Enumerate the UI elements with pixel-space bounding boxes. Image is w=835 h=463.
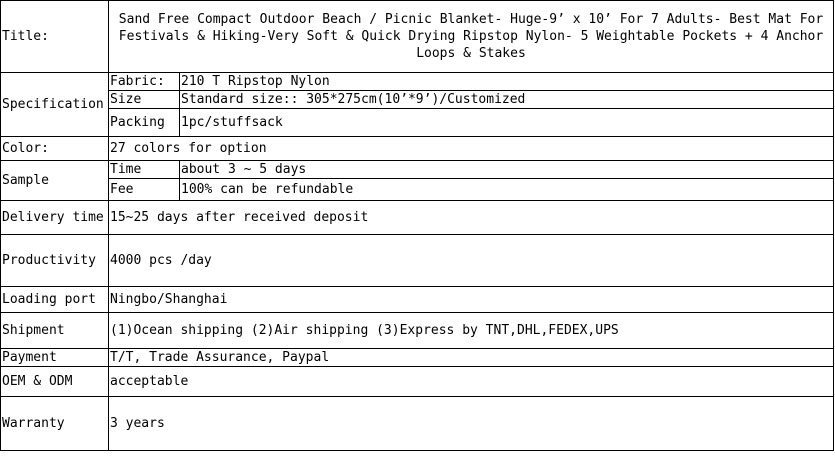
color-value: 27 colors for option (109, 137, 834, 161)
oem-label: OEM & ODM (1, 367, 109, 397)
size-key: Size (109, 91, 180, 109)
table-row-loading-port (1, 287, 834, 313)
productivity-label: Productivity (1, 235, 109, 287)
packing-key: Packing (109, 109, 180, 137)
table-row-productivity (1, 235, 834, 287)
table-row-warranty (1, 397, 834, 451)
fabric-key: Fabric: (109, 73, 180, 91)
table-row-delivery (1, 201, 834, 235)
sample-time-value: about 3 ~ 5 days (180, 161, 834, 179)
oem-value: acceptable (109, 367, 834, 397)
table-row-fabric (1, 73, 834, 91)
loading-port-value: Ningbo/Shanghai (109, 287, 834, 313)
sample-label: Sample (1, 161, 109, 201)
color-label: Color: (1, 137, 109, 161)
delivery-label: Delivery time (1, 201, 109, 235)
shipment-value: (1)Ocean shipping (2)Air shipping (3)Express by TNT,DHL,FEDEX,UPS (109, 313, 834, 349)
delivery-value: 15~25 days after received deposit (109, 201, 834, 235)
specification-label: Specification (1, 73, 109, 137)
table-row-size (1, 91, 834, 109)
packing-value: 1pc/stuffsack (180, 109, 834, 137)
table-row-color (1, 137, 834, 161)
shipment-label: Shipment (1, 313, 109, 349)
size-value: Standard size:: 305*275cm(10’*9’)/Customized (180, 91, 834, 109)
productivity-value: 4000 pcs /day (109, 235, 834, 287)
sample-fee-key: Fee (109, 179, 180, 201)
table-row-sample-time (1, 161, 834, 179)
warranty-label: Warranty (1, 397, 109, 451)
title-label: Title: (1, 1, 109, 73)
payment-value: T/T, Trade Assurance, Paypal (109, 349, 834, 367)
warranty-value: 3 years (109, 397, 834, 451)
product-title: Sand Free Compact Outdoor Beach / Picnic Blanket- Huge-9’ x 10’ For 7 Adults- Best Mat For Festivals & Hiking-Very Soft & Quick Drying Ripstop Nylon- 5 Weightable Pockets + 4 Anchor Loops & Stakes (109, 1, 834, 73)
table-row-shipment (1, 313, 834, 349)
table-row-packing (1, 109, 834, 137)
payment-label: Payment (1, 349, 109, 367)
table-row-oem (1, 367, 834, 397)
sample-fee-value: 100% can be refundable (180, 179, 834, 201)
table-row-sample-fee (1, 179, 834, 201)
loading-port-label: Loading port (1, 287, 109, 313)
fabric-value: 210 T Ripstop Nylon (180, 73, 834, 91)
table-row-payment (1, 349, 834, 367)
sample-time-key: Time (109, 161, 180, 179)
table-row-title (1, 1, 834, 73)
